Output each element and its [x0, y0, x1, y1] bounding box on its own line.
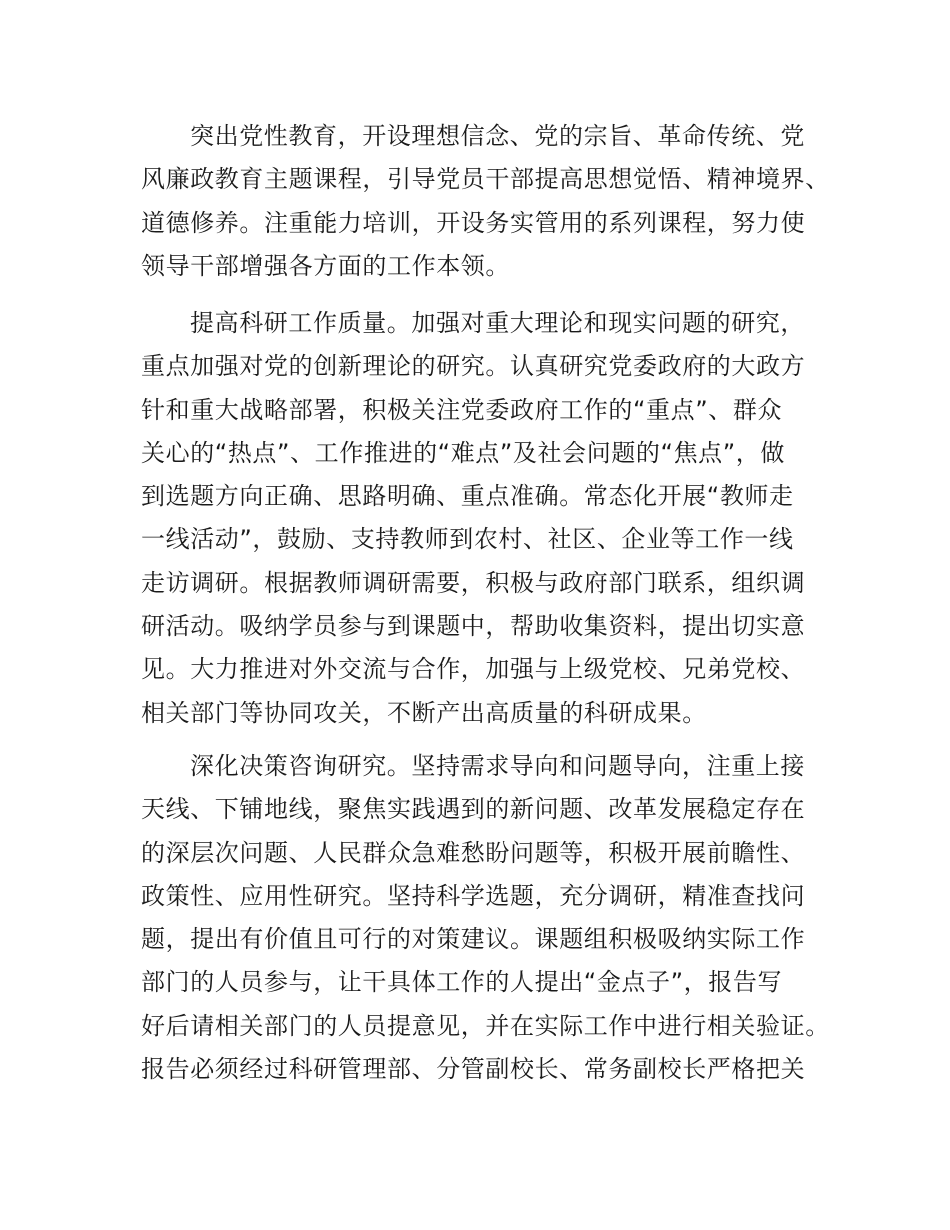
- text-line: 好后请相关部门的人员提意见，并在实际工作中进行相关验证。: [141, 1011, 830, 1040]
- text-line: 部门的人员参与，让干具体工作的人提出“金点子”，报告写: [141, 968, 783, 997]
- text-line: 针和重大战略部署，积极关注党委政府工作的“重点”、群众: [141, 395, 783, 424]
- text-line: 研活动。吸纳学员参与到课题中，帮助收集资料，提出切实意: [141, 612, 806, 641]
- text-line: 到选题方向正确、思路明确、重点准确。常态化开展“教师走: [141, 482, 794, 511]
- text-line: 重点加强对党的创新理论的研究。认真研究党委政府的大政方: [141, 352, 806, 381]
- text-line: 的深层次问题、人民群众急难愁盼问题等，积极开展前瞻性、: [141, 838, 806, 867]
- text-line: 深化决策咨询研究。坚持需求导向和问题导向，注重上接: [190, 752, 805, 780]
- text-line: 相关部门等协同攻关，不断产出高质量的科研成果。: [141, 698, 707, 727]
- text-line: 走访调研。根据教师调研需要，积极与政府部门联系，组织调: [141, 568, 806, 597]
- text-line: 提高科研工作质量。加强对重大理论和现实问题的研究，: [190, 309, 805, 337]
- paragraph-party-education: [141, 115, 841, 288]
- text-line: 风廉政教育主题课程，引导党员干部提高思想觉悟、精神境界、: [141, 165, 830, 194]
- text-line: 题，提出有价值且可行的对策建议。课题组积极吸纳实际工作: [141, 925, 806, 954]
- paragraph-research-quality: [141, 302, 841, 735]
- text-line: 关心的“热点”、工作推进的“难点”及社会问题的“焦点”，做: [141, 438, 785, 467]
- text-line: 政策性、应用性研究。坚持科学选题，充分调研，精准查找问: [141, 881, 806, 910]
- paragraph-decision-consulting: [141, 745, 841, 1091]
- text-line: 突出党性教育，开设理想信念、党的宗旨、革命传统、党: [190, 122, 805, 150]
- text-line: 道德修养。注重能力培训，开设务实管用的系列课程，努力使: [141, 208, 806, 237]
- text-line: 见。大力推进对外交流与合作，加强与上级党校、兄弟党校、: [141, 655, 806, 684]
- text-line: 报告必须经过科研管理部、分管副校长、常务副校长严格把关: [141, 1055, 806, 1084]
- text-line: 领导干部增强各方面的工作本领。: [141, 251, 510, 280]
- text-line: 天线、下铺地线，聚焦实践遇到的新问题、改革发展稳定存在: [141, 795, 806, 824]
- text-line: 一线活动”，鼓励、支持教师到农村、社区、企业等工作一线: [141, 525, 794, 554]
